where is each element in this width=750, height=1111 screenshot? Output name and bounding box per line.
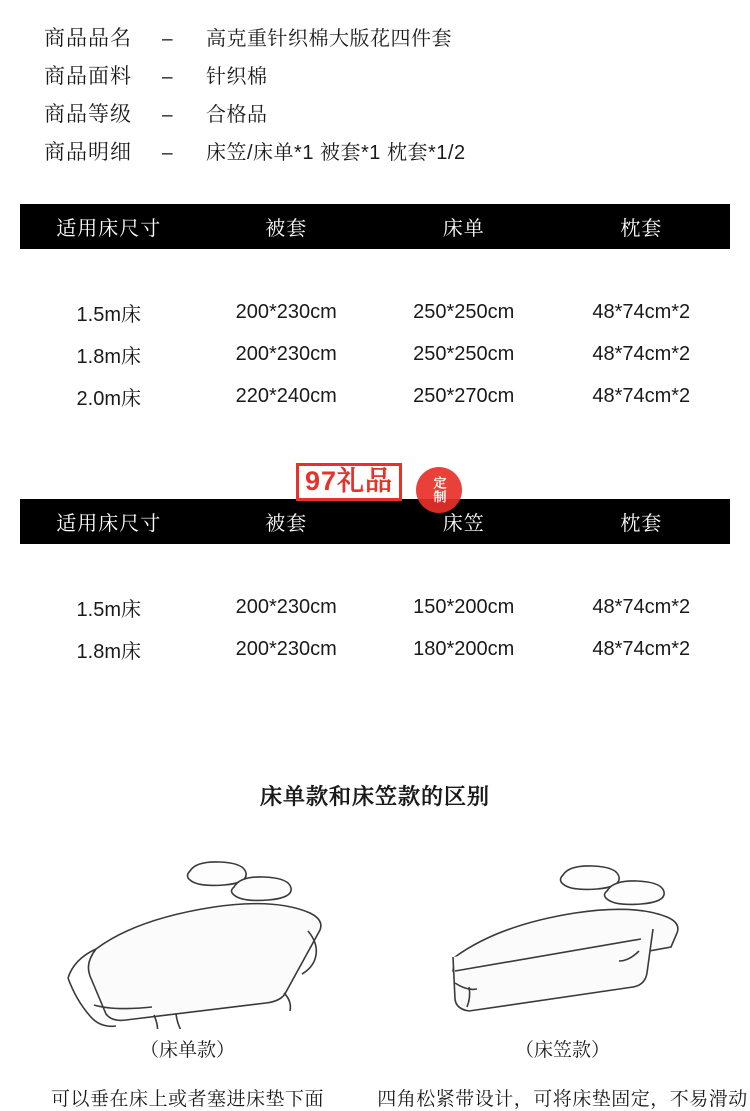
table-spacer-cell xyxy=(198,417,376,459)
table-row xyxy=(20,417,730,459)
table-cell: 48*74cm*2 xyxy=(553,375,731,417)
bed-flat-sheet-icon xyxy=(0,829,375,1029)
table-header-cell: 适用床尺寸 xyxy=(20,499,198,544)
table-header-cell: 枕套 xyxy=(553,499,731,544)
spec-value: 合格品 xyxy=(206,104,268,126)
table-cell: 150*200cm xyxy=(375,586,553,628)
spec-label: 商品面料 xyxy=(44,65,132,88)
table-spacer-cell xyxy=(20,249,198,291)
table-spacer-cell xyxy=(375,544,553,586)
table-header-cell: 被套 xyxy=(198,499,376,544)
spec-row xyxy=(44,98,750,136)
table-cell: 200*230cm xyxy=(198,628,376,670)
table-spacer-cell xyxy=(20,544,198,586)
table-header-row xyxy=(20,204,730,249)
compare-desc: 可以垂在床上或者塞进床垫下面 xyxy=(50,1089,324,1110)
spec-row xyxy=(44,136,750,174)
table-cell: 48*74cm*2 xyxy=(553,628,731,670)
table-header-cell: 床笠 xyxy=(375,499,553,544)
table-cell: 250*250cm xyxy=(375,333,553,375)
compare-caption: （床笠款） xyxy=(514,1040,610,1061)
table-cell: 220*240cm xyxy=(198,375,376,417)
table-cell: 250*250cm xyxy=(375,291,553,333)
table-cell: 200*230cm xyxy=(198,586,376,628)
compare-desc: 四角松紧带设计，可将床垫固定，不易滑动 xyxy=(377,1089,748,1110)
table-spacer-cell xyxy=(375,670,553,712)
table-cell: 200*230cm xyxy=(198,333,376,375)
spec-value: 高克重针织棉大版花四件套 xyxy=(206,28,452,50)
table-header-cell: 枕套 xyxy=(553,204,731,249)
table-spacer-cell xyxy=(375,417,553,459)
spec-dash: – xyxy=(162,67,173,88)
table-cell: 48*74cm*2 xyxy=(553,333,731,375)
product-spec-list xyxy=(0,0,750,174)
table-spacer-cell xyxy=(553,417,731,459)
compare-col-fitted xyxy=(375,829,750,1111)
table-row xyxy=(20,670,730,712)
table-row xyxy=(20,291,730,333)
table-row xyxy=(20,544,730,586)
table-header-cell: 适用床尺寸 xyxy=(20,204,198,249)
compare-row xyxy=(0,829,750,1111)
table-cell: 1.5m床 xyxy=(20,291,198,333)
spec-row xyxy=(44,60,750,98)
table-cell: 48*74cm*2 xyxy=(553,586,731,628)
spec-label: 商品明细 xyxy=(44,141,132,164)
spec-dash: – xyxy=(162,105,173,126)
table-row xyxy=(20,249,730,291)
compare-title: 床单款和床笠款的区别 xyxy=(259,784,490,809)
spec-row xyxy=(44,22,750,60)
watermark-seal: 定制 xyxy=(416,467,462,513)
spec-label: 商品品名 xyxy=(44,27,132,50)
spec-dash: – xyxy=(162,143,173,164)
table-spacer-cell xyxy=(20,670,198,712)
table-cell: 200*230cm xyxy=(198,291,376,333)
table-spacer-cell xyxy=(553,249,731,291)
table-spacer-cell xyxy=(375,249,553,291)
size-table-fitted-wrap xyxy=(0,499,750,712)
table-cell: 48*74cm*2 xyxy=(553,291,731,333)
table-spacer-cell xyxy=(553,670,731,712)
table-spacer-cell xyxy=(198,249,376,291)
table-row xyxy=(20,333,730,375)
table-header-cell: 床单 xyxy=(375,204,553,249)
size-table-fitted xyxy=(20,499,730,712)
table-cell: 2.0m床 xyxy=(20,375,198,417)
table-cell: 180*200cm xyxy=(375,628,553,670)
spec-dash: – xyxy=(162,29,173,50)
table-cell: 250*270cm xyxy=(375,375,553,417)
spec-label: 商品等级 xyxy=(44,103,132,126)
table-spacer-cell xyxy=(553,544,731,586)
table-cell: 1.5m床 xyxy=(20,586,198,628)
table-row xyxy=(20,586,730,628)
table-spacer-cell xyxy=(198,544,376,586)
size-table-sheet xyxy=(20,204,730,459)
size-table-sheet-wrap xyxy=(0,204,750,459)
table-cell: 1.8m床 xyxy=(20,333,198,375)
table-header-row xyxy=(20,499,730,544)
watermark-text: 97礼品 xyxy=(296,463,402,501)
table-header-cell: 被套 xyxy=(198,204,376,249)
table-spacer-cell xyxy=(20,417,198,459)
table-spacer-cell xyxy=(198,670,376,712)
table-row xyxy=(20,628,730,670)
spec-value: 针织棉 xyxy=(206,66,268,88)
spec-value: 床笠/床单*1 被套*1 枕套*1/2 xyxy=(206,142,466,164)
compare-caption: （床单款） xyxy=(139,1040,235,1061)
table-row xyxy=(20,375,730,417)
compare-col-flat xyxy=(0,829,375,1111)
table-cell: 1.8m床 xyxy=(20,628,198,670)
bed-fitted-sheet-icon xyxy=(375,829,750,1029)
